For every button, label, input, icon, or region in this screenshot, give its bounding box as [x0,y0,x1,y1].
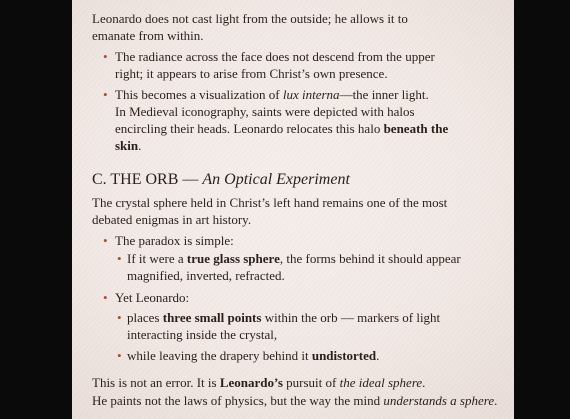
text-line [92,392,497,410]
radiance-bullet-list [92,48,448,154]
sub-bullet-marker: • [117,348,122,363]
sub-bullet-list [115,309,461,364]
bold-emphasis: Leonardo’s [219,375,283,390]
text-line [115,137,448,154]
bold-emphasis: true glass sphere [186,251,280,266]
bold-emphasis: beneath the [383,121,449,136]
text-segment: within the orb — markers of light [261,310,441,325]
text-line: debated enigmas in art history. [92,212,252,227]
text-line: Yet Leonardo: [115,290,190,305]
sub-list-item [115,309,461,343]
text-line [115,120,448,137]
list-item [92,86,448,154]
text-line: The crystal sphere held in Christ’s left hand remains one of the most [92,195,448,210]
bold-emphasis: undistorted [311,348,377,363]
text-line [127,250,461,267]
text-line: emanate from within. [92,28,204,43]
text-segment: This is not an error. It is [92,375,220,390]
text-segment: . [422,375,426,390]
italic-term: understands a sphere [383,393,495,408]
intro-paragraph [92,10,408,44]
text-line: right; it appears to arise from Christ’s own presence. [115,66,388,81]
conclusion-paragraph [92,374,497,410]
bullet-marker: • [103,87,108,102]
heading-label: C. THE ORB — [92,171,203,188]
text-line: In Medieval iconography, saints were depicted with halos [115,104,415,119]
text-segment: . [138,138,142,153]
left-black-border [0,0,72,419]
bold-emphasis: skin [115,138,139,153]
sub-list-item [115,347,461,364]
text-segment: If it were a [127,251,187,266]
text-segment: while leaving the drapery behind it [127,348,312,363]
bullet-marker: • [103,233,108,248]
list-item [92,232,461,284]
text-line: magnified, inverted, refracted. [127,268,285,283]
text-line: The paradox is simple: [115,233,234,248]
orb-intro-paragraph [92,194,447,228]
heading-subtitle: An Optical Experiment [202,171,350,188]
text-line [127,309,461,326]
text-line: interacting inside the crystal, [127,327,278,342]
document-page [72,0,514,419]
sub-bullet-list [115,250,461,284]
right-black-border [514,0,570,419]
bold-emphasis: three small points [162,310,262,325]
text-segment: places [127,310,163,325]
text-line [115,86,448,103]
italic-term: the ideal sphere [339,375,423,390]
sub-bullet-marker: • [117,251,122,266]
sub-bullet-marker: • [117,310,122,325]
text-line [92,374,497,392]
text-line: The radiance across the face does not descend from the upper [115,49,435,64]
list-item [92,289,461,364]
text-segment: He paints not the laws of physics, but the way the mind [92,393,384,408]
text-segment: —the inner light. [339,87,429,102]
text-segment: pursuit of [282,375,340,390]
sub-list-item [115,250,461,284]
section-heading [92,170,350,190]
text-segment: This becomes a visualization of [115,87,283,102]
bullet-marker: • [103,290,108,305]
text-line: Leonardo does not cast light from the outside; he allows it to [92,11,408,26]
text-segment: . [376,348,380,363]
list-item [92,48,448,82]
text-segment: encircling their heads. Leonardo relocates this halo [115,121,384,136]
italic-term: lux interna [282,87,340,102]
text-segment: , the forms behind it should appear [279,251,461,266]
text-segment: . [494,393,498,408]
text-line [127,347,461,364]
orb-bullet-list [92,232,461,364]
bullet-marker: • [103,49,108,64]
